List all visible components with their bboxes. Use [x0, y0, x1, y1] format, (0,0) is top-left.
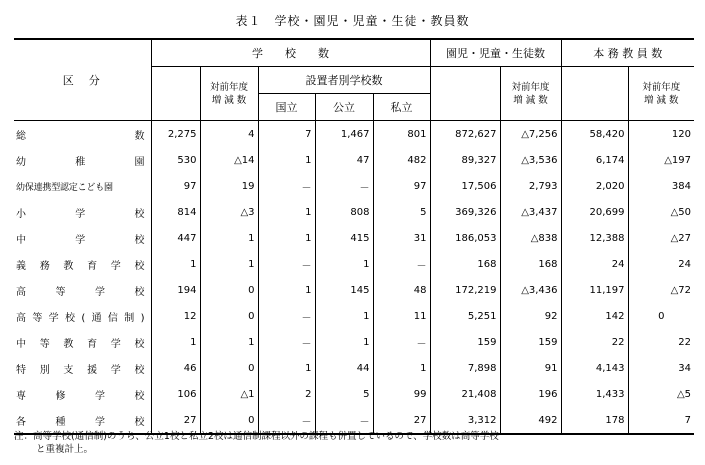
- table-row: [14, 277, 694, 303]
- cell-schools: 46: [151, 355, 200, 381]
- cell-teachers: 11,197: [561, 277, 628, 303]
- cell-schools-yoy: 0: [200, 303, 258, 329]
- footnote-line1: 注：高等学校(通信制)のうち、公立1校と私立2校は通信制課程以外の課程も併置しているので、学校数は高等学校: [14, 431, 499, 442]
- row-label: 幼保連携型認定こども園: [14, 173, 151, 199]
- cell-public: 1,467: [315, 121, 373, 148]
- schools-header: 学 校 数: [151, 39, 430, 67]
- public-header: 公立: [315, 94, 373, 121]
- cell-public: 808: [315, 199, 373, 225]
- cell-national: 1: [258, 225, 315, 251]
- cell-students: 168: [430, 251, 500, 277]
- cell-schools: 814: [151, 199, 200, 225]
- cell-students-yoy: 196: [500, 381, 561, 407]
- yoy-label-line2: 増 減 数: [211, 94, 247, 106]
- cell-national: 1: [258, 277, 315, 303]
- row-label: 幼稚園: [14, 147, 151, 173]
- students-yoy-header: [500, 67, 561, 121]
- cell-schools: 27: [151, 407, 200, 434]
- cell-students: 21,408: [430, 381, 500, 407]
- cell-students: 5,251: [430, 303, 500, 329]
- cell-private: －: [373, 329, 430, 355]
- cell-teachers-yoy: △27: [670, 232, 692, 244]
- cell-public: －: [315, 407, 373, 434]
- cell-students-yoy: △3,437: [500, 199, 561, 225]
- cell-schools-yoy: 0: [200, 277, 258, 303]
- cell-public: 1: [315, 251, 373, 277]
- cell-schools-yoy: 1: [200, 225, 258, 251]
- cell-national: 2: [258, 381, 315, 407]
- cell-public: 415: [315, 225, 373, 251]
- cell-schools: 194: [151, 277, 200, 303]
- cell-national: －: [258, 407, 315, 434]
- cell-private: 27: [373, 407, 430, 434]
- cell-students: 3,312: [430, 407, 500, 434]
- cell-public: 5: [315, 381, 373, 407]
- cell-teachers: 6,174: [561, 147, 628, 173]
- row-label: 小学校: [14, 199, 151, 225]
- cell-teachers-yoy: 7: [628, 407, 694, 434]
- table-row: [14, 381, 694, 407]
- cell-students-yoy: 168: [500, 251, 561, 277]
- row-label: 特別支援学校: [14, 355, 151, 381]
- row-label: 専修学校: [14, 381, 151, 407]
- national-header: 国立: [258, 94, 315, 121]
- cell-teachers: 4,143: [561, 355, 628, 381]
- cell-students-yoy: 92: [500, 303, 561, 329]
- cell-teachers-yoy: △50: [670, 206, 692, 218]
- cell-teachers: 178: [561, 407, 628, 434]
- cell-students-yoy: △838: [500, 225, 561, 251]
- cell-teachers: 142: [561, 303, 628, 329]
- cell-schools: 97: [151, 173, 200, 199]
- cell-public: 1: [315, 303, 373, 329]
- row-label: 中学校: [14, 225, 151, 251]
- cell-students: 7,898: [430, 355, 500, 381]
- cell-public: －: [315, 173, 373, 199]
- teachers-header: 本 務 教 員 数: [561, 39, 694, 67]
- cell-private: 801: [373, 121, 430, 148]
- cell-schools-yoy: 0: [200, 355, 258, 381]
- table-row: [14, 147, 694, 173]
- cell-students-yoy: 159: [500, 329, 561, 355]
- cell-teachers: 58,420: [561, 121, 628, 148]
- table-row: [14, 121, 694, 148]
- category-header: 区 分: [14, 39, 151, 121]
- cell-private: 1: [373, 355, 430, 381]
- cell-teachers: 12,388: [561, 225, 628, 251]
- cell-teachers-yoy: 22: [678, 336, 692, 348]
- cell-students: 872,627: [430, 121, 500, 148]
- cell-public: 145: [315, 277, 373, 303]
- cell-teachers: 24: [561, 251, 628, 277]
- cell-teachers: 1,433: [561, 381, 628, 407]
- students-header: 園児・児童・生徒数: [430, 39, 561, 67]
- cell-students-yoy: △3,536: [500, 147, 561, 173]
- cell-teachers: 22: [561, 329, 628, 355]
- cell-schools: 2,275: [151, 121, 200, 148]
- cell-students: 159: [430, 329, 500, 355]
- cell-teachers-yoy: △5: [676, 388, 692, 400]
- cell-national: －: [258, 251, 315, 277]
- schools-yoy-header: [200, 67, 258, 121]
- cell-national: －: [258, 173, 315, 199]
- table-row: [14, 303, 694, 329]
- yoy-label-line2: 増 減 数: [643, 94, 679, 106]
- yoy-label-line1: 対前年度: [642, 81, 681, 93]
- table-row: [14, 225, 694, 251]
- statistics-table: [14, 38, 694, 435]
- table-row: [14, 329, 694, 355]
- cell-private: －: [373, 251, 430, 277]
- cell-teachers-yoy: 120: [671, 128, 692, 140]
- private-header: 私立: [373, 94, 430, 121]
- by-founder-header: 設置者別学校数: [258, 67, 430, 94]
- cell-students-yoy: 91: [500, 355, 561, 381]
- teachers-yoy-header: [628, 67, 694, 121]
- cell-schools: 12: [151, 303, 200, 329]
- cell-national: －: [258, 303, 315, 329]
- cell-schools: 1: [151, 251, 200, 277]
- cell-schools-yoy: 1: [200, 251, 258, 277]
- cell-national: 7: [258, 121, 315, 148]
- cell-schools-yoy: 19: [200, 173, 258, 199]
- cell-schools-yoy: 4: [200, 121, 258, 148]
- cell-national: －: [258, 329, 315, 355]
- cell-teachers-yoy: △197: [664, 154, 692, 166]
- yoy-label-line1: 対前年度: [511, 81, 550, 93]
- table-row: [14, 199, 694, 225]
- footnote: [14, 430, 694, 456]
- cell-teachers-yoy: △72: [670, 284, 692, 296]
- yoy-label-line1: 対前年度: [209, 81, 248, 93]
- cell-teachers-yoy: 34: [678, 362, 692, 374]
- cell-students: 89,327: [430, 147, 500, 173]
- cell-schools-yoy: 1: [200, 329, 258, 355]
- cell-private: 482: [373, 147, 430, 173]
- cell-teachers-yoy: 0: [658, 310, 665, 322]
- cell-students-yoy: △7,256: [500, 121, 561, 148]
- cell-teachers-yoy: 24: [678, 258, 692, 270]
- row-label: 中等教育学校: [14, 329, 151, 355]
- cell-national: 1: [258, 147, 315, 173]
- cell-private: 31: [373, 225, 430, 251]
- cell-public: 1: [315, 329, 373, 355]
- cell-students: 17,506: [430, 173, 500, 199]
- cell-schools: 1: [151, 329, 200, 355]
- cell-private: 11: [373, 303, 430, 329]
- table-row: [14, 355, 694, 381]
- cell-students-yoy: △3,436: [500, 277, 561, 303]
- cell-students: 369,326: [430, 199, 500, 225]
- cell-schools-yoy: 0: [200, 407, 258, 434]
- cell-students-yoy: 2,793: [500, 173, 561, 199]
- row-label: 各種学校: [14, 407, 151, 434]
- cell-private: 48: [373, 277, 430, 303]
- cell-national: 1: [258, 355, 315, 381]
- yoy-label-line2: 増 減 数: [513, 94, 548, 106]
- cell-schools-yoy: △14: [200, 147, 258, 173]
- row-label: 義務教育学校: [14, 251, 151, 277]
- cell-teachers-yoy: 384: [671, 180, 692, 192]
- table-row: [14, 173, 694, 199]
- cell-private: 99: [373, 381, 430, 407]
- cell-students: 172,219: [430, 277, 500, 303]
- cell-schools: 530: [151, 147, 200, 173]
- cell-students: 186,053: [430, 225, 500, 251]
- row-label: 総数: [14, 121, 151, 148]
- cell-schools-yoy: △3: [200, 199, 258, 225]
- row-label: 高等学校: [14, 277, 151, 303]
- cell-private: 97: [373, 173, 430, 199]
- table-row: [14, 251, 694, 277]
- cell-national: 1: [258, 199, 315, 225]
- cell-schools: 106: [151, 381, 200, 407]
- footnote-line2: と重複計上。: [36, 444, 94, 455]
- cell-teachers: 2,020: [561, 173, 628, 199]
- cell-schools-yoy: △1: [200, 381, 258, 407]
- cell-schools: 447: [151, 225, 200, 251]
- cell-public: 47: [315, 147, 373, 173]
- table-title: 表１ 学校・園児・児童・生徒・教員数: [235, 14, 470, 28]
- cell-private: 5: [373, 199, 430, 225]
- cell-public: 44: [315, 355, 373, 381]
- cell-teachers: 20,699: [561, 199, 628, 225]
- row-label: 高等学校(通信制): [14, 303, 151, 329]
- cell-students-yoy: 492: [500, 407, 561, 434]
